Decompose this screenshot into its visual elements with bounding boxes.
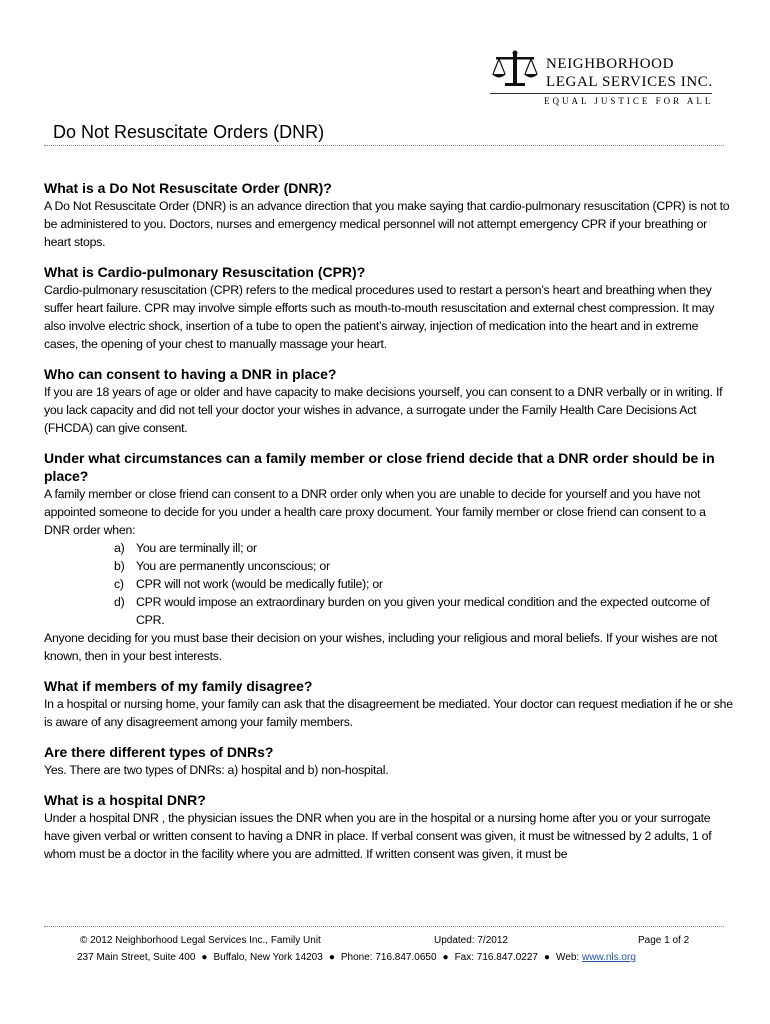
- list-marker: c): [114, 577, 124, 591]
- section-heading: What is a Do Not Resuscitate Order (DNR)?: [44, 180, 332, 196]
- footer-web-label: Web:: [556, 952, 580, 963]
- section-text: A family member or close friend can consent to a DNR order only when you are unable to decide for yourself and you have not appointed someone to decide for you under a health care proxy document. Your family member or close friend can consent to a DNR order when:: [44, 487, 706, 537]
- title-divider: [44, 145, 724, 146]
- section-text: Under a hospital DNR , the physician issues the DNR when you are in the hospital or a nursing home after you or your surrogate have given verbal or written consent to having a DNR in place. If verbal consent was given, it must be witnessed by 2 adults, 1 of whom must be a doctor in the facility where you are admitted. If written consent was given, it must be: [44, 811, 712, 861]
- footer-fax: Fax: 716.847.0227: [454, 952, 538, 963]
- bullet-icon: ●: [201, 952, 208, 963]
- section-text: Yes. There are two types of DNRs: a) hospital and b) non-hospital.: [44, 763, 389, 777]
- section-heading: Under what circumstances can a family member or close friend decide that a DNR order should be in place?: [44, 450, 715, 484]
- footer-city: Buffalo, New York 14203: [213, 952, 323, 963]
- list-item: [114, 575, 734, 593]
- document-body: [44, 179, 734, 863]
- section-text: Anyone deciding for you must base their decision on your wishes, including your religious and moral beliefs. If your wishes are not known, then in your best interests.: [44, 631, 718, 663]
- section-heading: What is Cardio-pulmonary Resuscitation (CPR)?: [44, 264, 366, 280]
- section-text: Cardio-pulmonary resuscitation (CPR) refers to the medical procedures used to restart a person’s heart and breathing when they suffer heart failure. CPR may involve simple efforts such as mouth-to-mouth resuscitation and external chest compression. It may also involve electric shock, insertion of a tube to open the patient’s airway, injection of medication into the heart and in extreme cases, the opening of your chest to manually massage your heart.: [44, 283, 715, 351]
- section-heading: Are there different types of DNRs?: [44, 744, 274, 760]
- footer-copyright: © 2012 Neighborhood Legal Services Inc., Family Unit: [80, 935, 321, 946]
- list-marker: a): [114, 541, 125, 555]
- logo-line-1: NEIGHBORHOOD: [546, 56, 675, 72]
- footer-address: 237 Main Street, Suite 400: [77, 952, 196, 963]
- list-item-text: You are permanently unconscious; or: [136, 559, 330, 573]
- footer-page-number: Page 1 of 2: [638, 935, 690, 946]
- section-heading: What if members of my family disagree?: [44, 678, 313, 694]
- section-heading: What is a hospital DNR?: [44, 792, 206, 808]
- section-text: If you are 18 years of age or older and have capacity to make decisions yourself, you can consent to a DNR verbally or in writing. If you lack capacity and did not tell your doctor your wishes in advance, a surrogate under the Family Health Care Decisions Act (FHCDA) can give consent.: [44, 385, 723, 435]
- bullet-icon: ●: [442, 952, 449, 963]
- section-heading: Who can consent to having a DNR in place?: [44, 366, 337, 382]
- list-item-text: CPR will not work (would be medically futile); or: [136, 577, 383, 591]
- bullet-icon: ●: [543, 952, 551, 963]
- list-item: [114, 557, 734, 575]
- footer-phone: Phone: 716.847.0650: [340, 952, 437, 963]
- footer-updated: Updated: 7/2012: [434, 935, 508, 946]
- organization-logo: [490, 44, 720, 106]
- footer-divider: [44, 926, 724, 927]
- logo-divider: [490, 93, 712, 94]
- website-link[interactable]: www.nls.org: [581, 952, 636, 963]
- list-marker: d): [114, 595, 125, 609]
- list-item: [114, 593, 734, 629]
- logo-line-2: LEGAL SERVICES INC.: [546, 74, 713, 90]
- section-text: A Do Not Resuscitate Order (DNR) is an advance direction that you make saying that cardio-pulmonary resuscitation (CPR) is not to be administered to you. Doctors, nurses and emergency medical personnel will not attempt emergency CPR if your breathing or heart stops.: [44, 199, 730, 249]
- list-item: [114, 539, 734, 557]
- list-marker: b): [114, 559, 125, 573]
- logo-tagline: EQUAL JUSTICE FOR ALL: [544, 96, 714, 106]
- page-title: Do Not Resuscitate Orders (DNR): [53, 122, 325, 142]
- footer-line-2: [77, 952, 636, 963]
- list-item-text: You are terminally ill; or: [136, 541, 257, 555]
- section-text: In a hospital or nursing home, your family can ask that the disagreement be mediated. Your doctor can request mediation if he or she is aware of any disagreement among your family members.: [44, 697, 733, 729]
- list-item-text: CPR would impose an extraordinary burden on you given your medical condition and the expected outcome of CPR.: [136, 595, 710, 627]
- bullet-icon: ●: [328, 952, 335, 963]
- condition-list: [44, 539, 734, 629]
- scales-of-justice-icon: [490, 50, 540, 90]
